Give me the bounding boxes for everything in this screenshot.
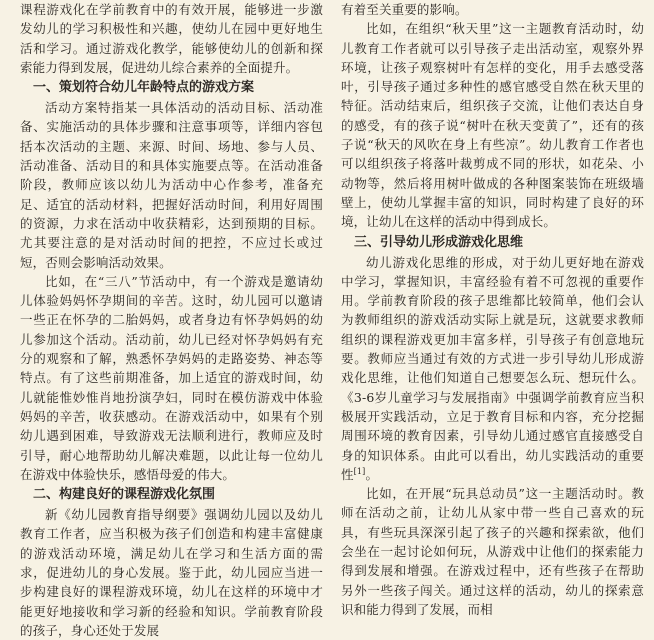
paragraph (341, 253, 644, 485)
paragraph: 活动方案特指某一具体活动的活动目标、活动准备、实施活动的具体步骤和注意事项等，详细内容包括本次活动的主题、来源、时间、场地、参与人员、活动准备、活动目的和具体实施要点等。在活动准备阶段，教师应该以幼儿为活动中心作参考，准备充足、适宜的活动材料，把握好活动时间，利用好周围的资源，力求在活动中收获精彩，达到预期的目标。尤其要注意的是对活动时间的把控，不应过长或过短，否则会影响活动效果。 (20, 100, 323, 270)
paragraph-end: 。 (365, 466, 379, 482)
section-heading-3: 三、引导幼儿形成游戏化思维 (354, 234, 524, 250)
paragraph: 有着至关重要的影响。 (341, 2, 468, 17)
paragraph-text: 幼儿游戏化思维的形成，对于幼儿更好地在游戏中学习，掌握知识，丰富经验有着不可忽视的重要作用。学前教育阶段的孩子思维都比较简单，他们会认为教师组织的游戏活动实际上就是玩，这就要求教师组织的课程游戏更加丰富多样，引导孩子有创意地玩要。教师应当通过有效的方式进一步引导幼儿形成游戏化思维，让他们知道自己想要怎么玩、想玩什么。《3-6岁儿童学习与发展指南》中强调学前教育应当积极展开实践活动，立足于教育目标和内容，充分挖掘周围环境的教育因素，引导幼儿通过感官直接感受自身的知识体系。由此可以看出，幼儿实践活动的重要性 (341, 254, 644, 482)
paragraph: 新《幼儿园教育指导纲要》强调幼儿园以及幼儿教育工作者，应当积极为孩子们创造和构建丰富健康的游戏活动环境，满足幼儿在学习和生活方面的需求，促进幼儿的身心发展。鉴于此，幼儿园应当进一步构建良好的课程游戏环境，幼儿在这样的环境中才能更好地接收和学习新的经验和知识。学前教育阶段的孩子，身心还处于发展 (20, 507, 323, 638)
section-heading-1: 一、策划符合幼儿年龄特点的游戏方案 (33, 80, 255, 96)
right-column (341, 0, 644, 617)
paragraph: 比如，在开展“玩具总动员”这一主题活动时。教师在活动之前，让幼儿从家中带一些自己喜欢的玩具，有些玩具深深引起了孩子的兴趣和探索欲，他们会坐在一起讨论如何玩，从游戏中让他们的探索能力得到发展和增强。在游戏过程中，还有些孩子在帮助另外一些孩子闯关。通过这样的活动，幼儿的探索意识和能力得到了发展，而相 (341, 486, 644, 617)
left-column (20, 0, 323, 638)
paragraph: 比如，在组织“秋天里”这一主题教育活动时，幼儿教育工作者就可以引导孩子走出活动室，观察外界环境，让孩子观察树叶有怎样的变化，用手去感受落叶，引导孩子通过多种性的感官感受自然在秋天里的特征。活动结束后，组织孩子交流，让他们表达自身的感受，有的孩子说“树叶在秋天变黄了”，还有的孩子说“秋天的风吹在身上有些凉”。幼儿教育工作者也可以组织孩子将落叶裁剪成不同的形状，如花朵、小动物等，然后将用树叶做成的各种图案装饰在班级墙壁上，使幼儿掌握丰富的知识，同时构建了良好的环境，让幼儿在这样的活动中得到成长。 (341, 21, 644, 230)
citation-marker: [1] (353, 466, 366, 476)
section-heading-2: 二、构建良好的课程游戏化氛围 (33, 487, 216, 503)
paragraph: 课程游戏化在学前教育中的有效开展，能够进一步激发幼儿的学习积极性和兴趣，使幼儿在园中更好地生活和学习。通过游戏化教学，能够使幼儿的创新和探索能力得到发展，促进幼儿综合素养的全面提升。 (20, 2, 323, 75)
paragraph: 比如，在“三八”节活动中，有一个游戏是邀请幼儿体验妈妈怀孕期间的辛苦。这时，幼儿园可以邀请一些正在怀孕的二胎妈妈，或者身边有怀孕妈妈的幼儿参加这个活动。活动前，幼儿已经对怀孕妈妈有充分的观察和了解，熟悉怀孕妈妈的走路姿势、神态等特点。有了这些前期准备，加上适宜的游戏时间，幼儿就能惟妙惟肖地扮演孕妇，同时在模仿游戏中体验妈妈的辛苦，收获感动。在游戏活动中，如果有个别幼儿遇到困难，导致游戏无法顺利进行，教师应及时引导，耐心地帮助幼儿解决难题，以此让每一位幼儿在游戏中体验快乐，感悟母爱的伟大。 (20, 273, 323, 482)
